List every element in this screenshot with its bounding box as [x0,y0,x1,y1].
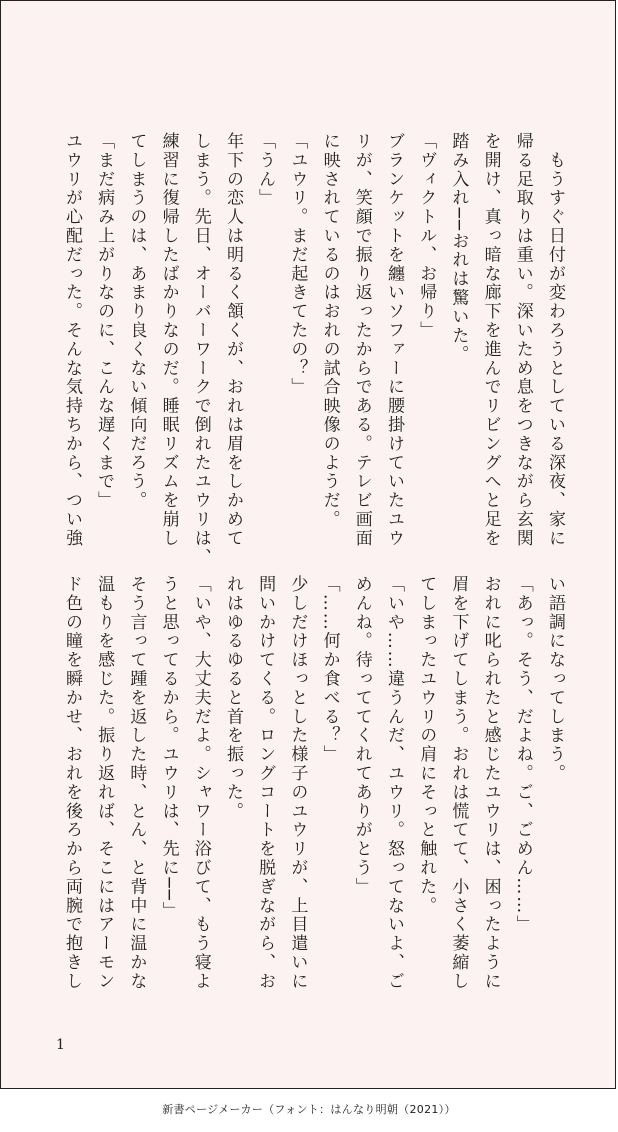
text-line: おれに叱られたと感じたユウリは、困ったように [480,575,501,991]
text-line: 「いや、大丈夫だよ。シャワー浴びて、もう寝よ [190,575,211,991]
text-line: 年下の恋人は明るく頷くが、おれは眉をしかめて [222,132,243,548]
text-line: 眉を下げてしまう。おれは慌てて、小さく萎縮し [448,575,469,991]
text-line: ド色の瞳を瞬かせ、おれを後ろから両腕で抱きし [61,575,82,991]
text-block-upper [39,132,571,567]
text-line: ブランケットを纏いソファーに腰掛けていたユウ [383,132,404,548]
text-line: 「……何か食べる？」 [319,575,340,764]
text-line: 「あっ。そう、だよね。ご、ごめん……」 [512,575,533,935]
text-line: てしまうのは、あまり良くない傾向だろう。 [126,132,147,510]
text-line: 少しだけほっとした様子のユウリが、上目遣いに [287,575,308,991]
text-line: しまう。先日、オーバーワークで倒れたユウリは、 [190,132,211,567]
text-line: リが、笑顔で振り返ったからである。テレビ画面 [351,132,372,548]
text-line: そう言って踵を返した時、とん、と背中に温かな [126,575,147,991]
text-block-lower [39,575,571,1007]
text-line: てしまったユウリの肩にそっと触れた。 [416,575,437,916]
text-line: に映されているのはおれの試合映像のようだ。 [319,132,340,529]
text-line: 「まだ病み上がりなのに、こんな遅くまで」 [94,132,115,510]
text-line: を開け、真っ暗な廊下を進んでリビングへと足を [480,132,501,548]
text-line: めんね。待っててくれてありがとう」 [351,575,372,897]
text-line: 「ヴィクトル、お帰り」 [416,132,437,340]
text-line: 踏み入れ──おれは驚いた。 [448,132,469,365]
text-line: れはゆるゆると首を振った。 [222,575,243,821]
text-line: 温もりを感じた。振り返れば、そこにはアーモン [94,575,115,991]
text-line: 「ユウリ。まだ起きてたの？」 [287,132,308,397]
text-line: ユウリが心配だった。そんな気持ちから、つい強 [61,132,82,548]
text-line: うと思ってるから。ユウリは、先に──」 [158,575,179,921]
text-line: 「いや……違うんだ、ユウリ。怒ってないよ、ご [383,575,404,991]
page-number: 1 [56,1037,65,1053]
text-line: もうすぐ日付が変わろうとしている深夜、家に [545,132,565,548]
text-line: 帰る足取りは重い。深いため息をつきながら玄関 [512,132,533,548]
text-line: い語調になってしまう。 [545,575,565,783]
text-line: 問いかけてくる。ロングコートを脱ぎながら、お [255,575,276,991]
text-line: 「うん」 [255,132,276,208]
text-line: 練習に復帰したばかりなのだ。睡眠リズムを崩し [158,132,179,548]
footer-credit: 新書ページメーカー（フォント：はんなり明朝（2021）） [162,1103,456,1116]
